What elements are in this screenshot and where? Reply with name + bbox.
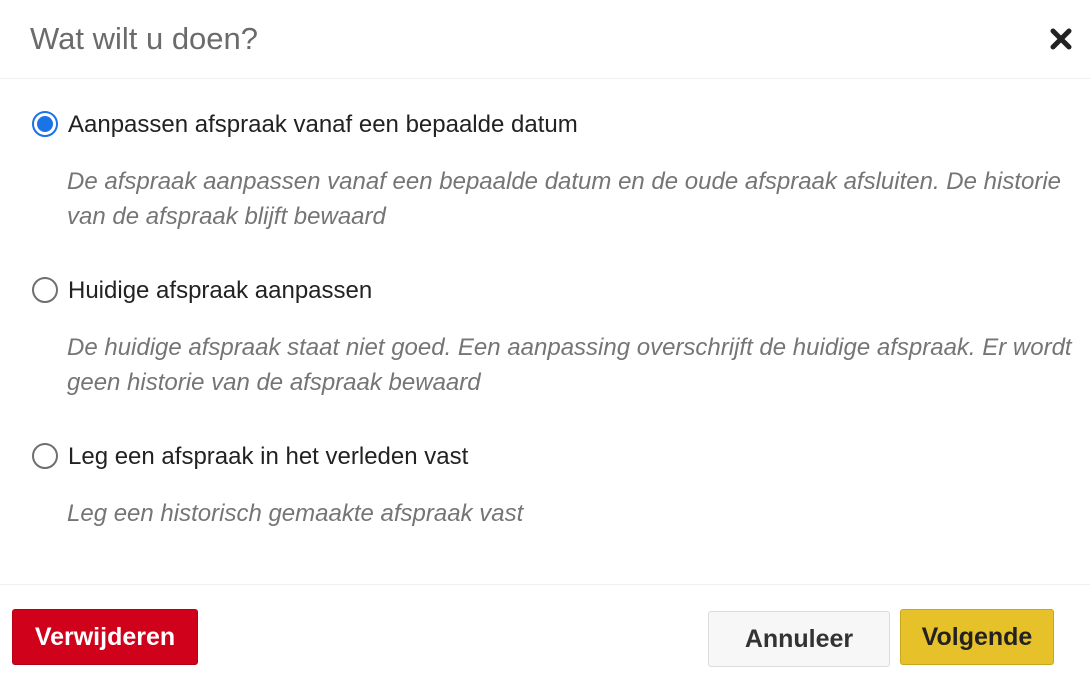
option-label[interactable]: Leg een afspraak in het verleden vast: [68, 443, 469, 470]
option-row[interactable]: [32, 109, 1072, 141]
dialog-footer: [0, 584, 1090, 694]
option-label[interactable]: Huidige afspraak aanpassen: [68, 277, 373, 304]
cancel-button[interactable]: Annuleer: [708, 611, 890, 667]
dialog-body: [0, 79, 1090, 584]
close-icon[interactable]: [1046, 24, 1076, 54]
option-record-past: [32, 441, 1072, 527]
option-description: Leg een historisch gemaakte afspraak vast: [67, 500, 524, 527]
option-description: De huidige afspraak staat niet goed. Een aanpassing overschrijft de huidige afspraak. Er wordt geen historie van de afspraak bewaard: [67, 334, 1072, 396]
radio-record-past[interactable]: [32, 443, 58, 469]
option-adjust-current: [32, 275, 1072, 396]
option-label[interactable]: Aanpassen afspraak vanaf een bepaalde datum: [68, 111, 578, 138]
next-button[interactable]: Volgende: [900, 609, 1054, 665]
radio-adjust-from-date[interactable]: [32, 111, 58, 137]
dialog-title: Wat wilt u doen?: [30, 21, 259, 56]
option-description: De afspraak aanpassen vanaf een bepaalde datum en de oude afspraak afsluiten. De historie van de afspraak blijft bewaard: [67, 168, 1062, 230]
delete-button[interactable]: Verwijderen: [12, 609, 198, 665]
option-row[interactable]: [32, 275, 1072, 307]
option-adjust-from-date: [32, 109, 1072, 230]
dialog-header: [0, 0, 1090, 79]
option-row[interactable]: [32, 441, 1072, 473]
radio-adjust-current[interactable]: [32, 277, 58, 303]
